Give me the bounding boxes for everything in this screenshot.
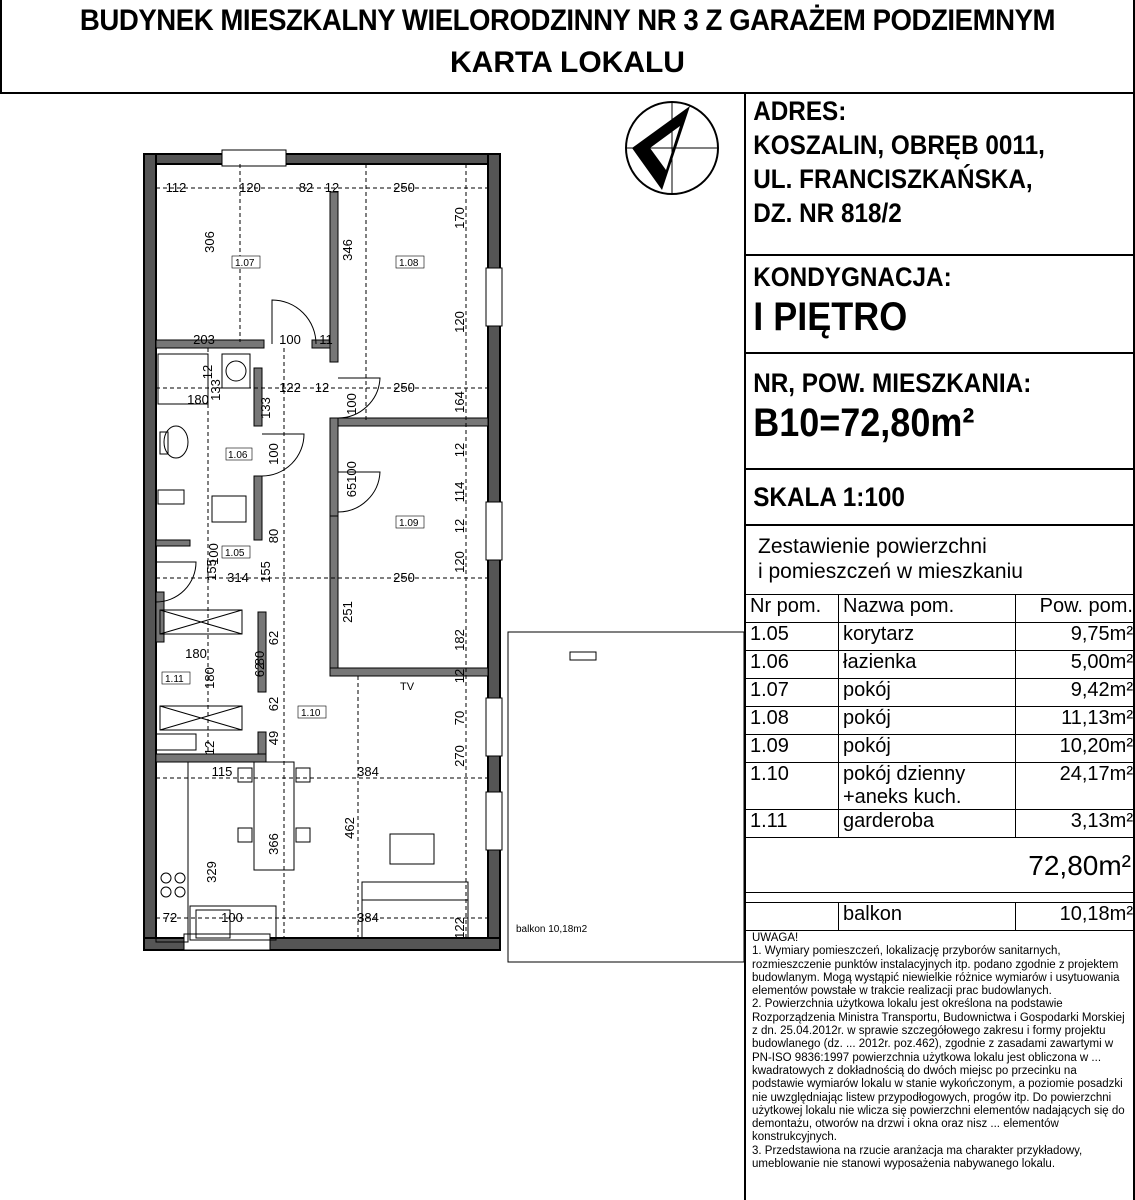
header-title: BUDYNEK MIESZKALNY WIELORODZINNY NR 3 Z GARAŻEM PODZIEMNYM — [79, 4, 1056, 37]
left-border — [0, 0, 2, 92]
floor-plan — [0, 92, 744, 1200]
dimension-value: 114 — [452, 481, 467, 503]
dimension-value: 120 — [452, 551, 467, 573]
row-nr: 1.11 — [746, 810, 839, 838]
outer-walls — [144, 154, 500, 950]
dimension-value: 62 — [266, 630, 281, 646]
room-1-07: 1.07 — [235, 258, 255, 269]
summary-title — [746, 534, 1023, 584]
dimension-value: 100 — [266, 443, 281, 465]
row-name: pokój — [839, 735, 1016, 763]
col-header-area: Pow. pom. — [1016, 595, 1135, 623]
dimension-value: 100 — [344, 461, 359, 483]
apartment-label: NR, POW. MIESZKANIA: — [753, 368, 1032, 398]
row-nr: 1.09 — [746, 735, 839, 763]
scale-label: SKALA 1:100 — [753, 482, 905, 512]
summary-title-line-1: Zestawienie powierzchni — [758, 535, 987, 558]
dimension-value: 155 — [204, 559, 219, 581]
room-1-09: 1.09 — [399, 518, 419, 529]
apartment-section — [746, 354, 1135, 470]
dimension-value: 65 — [344, 482, 359, 498]
dimension-value: 250 — [393, 380, 415, 395]
table-row — [746, 810, 1135, 838]
apartment-value: B10=72,80m² — [753, 401, 975, 445]
row-nr: 1.10 — [746, 763, 839, 810]
dimension-value: 384 — [357, 764, 379, 779]
row-name: garderoba — [839, 810, 1016, 838]
dimension-value: 155 — [258, 561, 273, 583]
dimension-value: 100 — [206, 543, 221, 565]
dimension-value: 180 — [187, 392, 209, 407]
table-row — [746, 763, 1135, 810]
balcony-area: 10,18m² — [1016, 903, 1135, 931]
row-area: 9,42m² — [1016, 679, 1135, 707]
floor-value: I PIĘTRO — [753, 295, 908, 339]
total-row — [746, 844, 1135, 893]
dimension-value: 384 — [357, 910, 379, 925]
address-line-3: DZ. NR 818/2 — [753, 198, 902, 228]
col-header-name: Nazwa pom. — [839, 595, 1016, 623]
row-nr: 1.07 — [746, 679, 839, 707]
summary-title-line-2: i pomieszczeń w mieszkaniu — [758, 560, 1023, 583]
dimension-value: 120 — [452, 311, 467, 333]
row-nr: 1.06 — [746, 651, 839, 679]
notes — [744, 932, 1135, 1171]
address-line-1: KOSZALIN, OBRĘB 0011, — [753, 130, 1045, 160]
notes-p1: 1. Wymiary pomieszczeń, lokalizację przyborów sanitarnych, rozmieszczenie punktów instalacyjnych itp. podano zgodnie z projektem budowlanym. Mogą wystąpić niewielkie różnice wymiarów i usytuowania elementów powstałe w trakcie realizacji prac budowlanych. — [752, 945, 1120, 998]
dimension-values — [163, 180, 467, 939]
tv-label: TV — [400, 681, 415, 693]
dimension-value: 133 — [208, 379, 223, 401]
dimension-value: 100 — [344, 393, 359, 415]
summary-table — [746, 594, 1135, 838]
dimension-value: 100 — [279, 332, 301, 347]
dimension-value: 12 — [452, 668, 467, 684]
header — [0, 0, 1135, 94]
balcony-label: balkon 10,18m2 — [516, 924, 588, 935]
dimension-value: 12 — [324, 180, 340, 195]
dimension-value: 70 — [452, 710, 467, 726]
row-name: pokój dzienny +aneks kuch. — [839, 763, 1016, 810]
col-header-nr: Nr pom. — [746, 595, 839, 623]
dimension-value: 100 — [221, 910, 243, 925]
notes-p2: 2. Powierzchnia użytkowa lokalu jest określona na podstawie Rozporządzenia Ministra Transportu, Budownictwa i Gospodarki Morskiej z dn. 25.04.2012r. w sprawie szczegółowego zakresu i formy projektu budowlanego (dz. ... 2012r. poz.462), zgodnie z zasadami zawartymi w PN-ISO 9836:1997 powierzchnia użytkowa lokalu jest obliczona w ... kwadratowych z dokładnością do dwóch miejsc po przecinku na podstawie wymiarów lokalu w stanie wykończonym, a poziomie posadzki nie uwzględniając listew przypodłogowych, progów itp. Do powierzchni użytkowej lokalu nie wlicza się powierzchni elementów nadających się do demontażu, otworów na drzwi i okna oraz nisz ... elementów konstrukcyjnych. — [752, 998, 1125, 1144]
balcony-name: balkon — [839, 903, 1016, 931]
row-name: łazienka — [839, 651, 1016, 679]
row-name: pokój — [839, 707, 1016, 735]
row-nr: 1.05 — [746, 623, 839, 651]
dimension-value: 164 — [452, 391, 467, 413]
dimension-value: 250 — [393, 570, 415, 585]
balcony — [508, 632, 744, 962]
address-line-2: UL. FRANCISZKAŃSKA, — [753, 164, 1033, 194]
row-area: 9,75m² — [1016, 623, 1135, 651]
table-row — [746, 623, 1135, 651]
dimension-value: 180 — [202, 667, 217, 689]
dimension-value: 170 — [452, 207, 467, 229]
compass-icon — [626, 102, 718, 194]
room-1-10: 1.10 — [301, 708, 321, 719]
room-1-05: 1.05 — [225, 548, 245, 559]
table-row — [746, 651, 1135, 679]
row-area: 11,13m² — [1016, 707, 1135, 735]
table-row — [746, 707, 1135, 735]
dimension-value: 122 — [452, 917, 467, 939]
dimension-value: 120 — [239, 180, 261, 195]
dimension-value: 12 — [452, 518, 467, 534]
notes-p3: 3. Przedstawiona na rzucie aranżacja ma charakter przykładowy, umeblowanie nie stanowi wyposażenia nabywanego lokalu. — [752, 1144, 1083, 1171]
balcony-row — [746, 903, 1135, 931]
dimension-value: 329 — [204, 861, 219, 883]
table-row — [746, 735, 1135, 763]
table-header-row — [746, 595, 1135, 623]
row-area: 3,13m² — [1016, 810, 1135, 838]
table-row — [746, 679, 1135, 707]
dimension-value: 12 — [452, 442, 467, 458]
dimension-value: 12 — [202, 740, 217, 756]
row-area: 24,17m² — [1016, 763, 1135, 810]
wardrobe — [160, 610, 242, 730]
dimension-value: 112 — [165, 180, 187, 195]
dimension-value: 12 — [314, 380, 330, 395]
dimension-value: 346 — [340, 239, 355, 261]
dimension-value: 12 — [200, 364, 215, 380]
dimension-value: 270 — [452, 745, 467, 767]
room-1-06: 1.06 — [228, 450, 248, 461]
room-1-11: 1.11 — [165, 674, 184, 685]
dimension-value: 80 — [252, 650, 267, 666]
dimension-value: 366 — [266, 833, 281, 855]
header-subtitle: KARTA LOKALU — [450, 46, 685, 79]
dimension-value: 306 — [202, 231, 217, 253]
floor-section — [746, 256, 1135, 354]
dimension-value: 11 — [319, 332, 333, 347]
address-label: ADRES: — [753, 96, 847, 126]
dimension-value: 72 — [162, 910, 178, 925]
dimension-value: 251 — [340, 601, 355, 623]
dimension-value: 80 — [266, 528, 281, 544]
floor-label: KONDYGNACJA: — [753, 262, 952, 292]
dimension-value: 62 — [266, 696, 281, 712]
room-labels — [162, 256, 588, 935]
dimension-value: 82 — [298, 180, 314, 195]
total-value: 72,80m² — [1028, 850, 1131, 881]
row-nr: 1.08 — [746, 707, 839, 735]
balcony-table — [746, 902, 1135, 931]
scale-section — [746, 470, 1135, 526]
row-area: 10,20m² — [1016, 735, 1135, 763]
address-section — [746, 92, 1135, 256]
dimension-value: 314 — [227, 570, 249, 585]
dimension-value: 250 — [393, 180, 415, 195]
row-name: korytarz — [839, 623, 1016, 651]
room-1-08: 1.08 — [399, 258, 419, 269]
dimension-value: 122 — [279, 380, 301, 395]
dimension-value: 133 — [258, 397, 273, 419]
dimension-value: 203 — [193, 332, 215, 347]
row-area: 5,00m² — [1016, 651, 1135, 679]
dimension-value: 180 — [185, 646, 207, 661]
dimension-value: 115 — [211, 764, 233, 779]
row-name: pokój — [839, 679, 1016, 707]
dimension-value: 49 — [266, 730, 281, 746]
dimension-value: 62 — [252, 662, 267, 678]
dimension-value: 182 — [452, 629, 467, 651]
notes-title: UWAGA! — [752, 932, 799, 944]
dimension-value: 462 — [342, 817, 357, 839]
